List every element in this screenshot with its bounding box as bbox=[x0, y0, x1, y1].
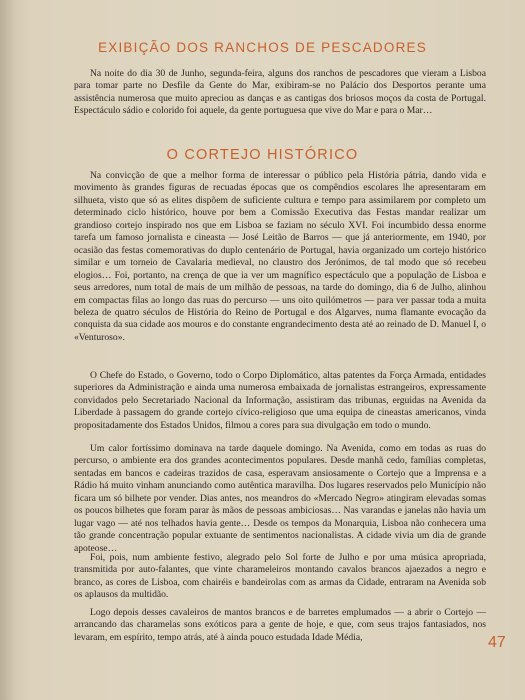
paragraph-ranchos: Na noite do dia 30 de Junho, segunda-feira, alguns dos ranchos de pescadores que vieram a Lisboa para tomar parte no Desfile da Gente do Mar, exibiram-se no Palácio dos Desportos perante uma assistência numerosa que muito apreciou as danças e as cantigas dos briosos moços da costa de Portugal. Espectáculo sádio e colorido foi aquele, da gente portuguesa que vive do Mar e para o Mar… bbox=[74, 68, 486, 117]
section-heading-cortejo: O CORTEJO HISTÓRICO bbox=[166, 147, 359, 163]
paragraph-chefe-estado: O Chefe do Estado, o Governo, todo o Corpo Diplomático, altas patentes da Força Armada, entidades superiores da Administração e ainda uma numerosa embaixada de jornalistas estrangeiros, expressamente convidados pelo Secretariado Nacional da Informação, assistiram das tribunas, erguidas na Avenida da Liberdade à passagem do grande cortejo cívico-religioso que uma equipa de cineastas americanos, vinda propositadamente dos Estados Unidos, filmou a cores para sua divulgação em todo o mundo. bbox=[74, 370, 486, 431]
page-number: 47 bbox=[488, 634, 506, 651]
paragraph-cortejo-intro: Na convicção de que a melhor forma de interessar o público pela História pátria, dando vida e movimento às grandes figuras de recuadas épocas que os compêndios escolares lhe apresentaram em silhueta, visto que só as elites dispõem de suficiente cultura e tempo para assimilarem por completo um determinado ciclo histórico, houve por bem a Comissão Executiva das Festas mandar realizar um grandioso cortejo inspirado nos que em Lisboa se faziam no século XVI. Foi incumbido dessa enorme tarefa um famoso jornalista e cineasta — José Leitão de Barros — que já anteriormente, em 1940, por ocasião das festas comemorativas do duplo centenário de Portugal, havia organizado um cortejo histórico similar e um torneio de Cavalaria medieval, no claustro dos Jerónimos, de tal modo que só recebeu elogios… Foi, portanto, na crença de que ia ver um magnífico espectáculo que a população de Lisboa e seus arredores, num total de mais de um milhão de pessoas, na tarde do domingo, dia 6 de Julho, alinhou em compactas filas ao longo das ruas do percurso — uns oito quilómetros — para ver passar toda a muita beleza de quatro séculos de História do Reino de Portugal e dos Algarves, numa flamante evocação da conquista da sua cidade aos mouros e do constante engrandecimento desta até ao reinado de D. Manuel I, o «Venturoso». bbox=[74, 170, 486, 343]
page-gutter-shadow bbox=[0, 0, 14, 700]
section-heading-ranchos: EXIBIÇÃO DOS RANCHOS DE PESCADORES bbox=[98, 40, 427, 55]
paragraph-calor: Um calor fortíssimo dominava na tarde daquele domingo. Na Avenida, como em todas as ruas do percurso, o ambiente era dos grandes acontecimentos populares. Desde manhã cedo, famílias completas, sentadas em bancos e cadeiras trazidos de casa, esperavam ansiosamente o Cortejo que a Imprensa e a Rádio há muito vinham anunciando como autêntica maravilha. Dos lugares reservados pelo Município não ficara um só bilhete por vender. Dias antes, nos meandros do «Mercado Negro» atingiram elevadas somas os poucos bilhetes que foram parar às mãos de pessoas ambiciosas… Nas varandas e janelas não havia um lugar vago — até nos telhados havia gente… Desde os tempos da Monarquia, Lisboa não conhecera uma tão grande concentração popular extuante de sentimentos nacionalistas. A cidade vivia um dia de grande apoteose… bbox=[74, 443, 486, 554]
paragraph-ambiente-festivo: Foi, pois, num ambiente festivo, alegrado pelo Sol forte de Julho e por uma música apropriada, transmitida por auto-falantes, que vinte charameleiros montando cavalos brancos ajaezados a negro e branco, as cores de Lisboa, com chairéis e bandeirolas com as armas da Cidade, entraram na Avenida sob os aplausos da multidão. bbox=[74, 552, 486, 601]
paragraph-cavaleiros: Logo depois desses cavaleiros de mantos brancos e de barretes emplumados — a abrir o Cortejo — arrancando das charamelas sons exóticos para a gente de hoje, e que, com seus trajos fantasiados, nos levaram, em espírito, tempo atrás, até à ainda pouco estudada Idade Média, bbox=[74, 607, 486, 643]
